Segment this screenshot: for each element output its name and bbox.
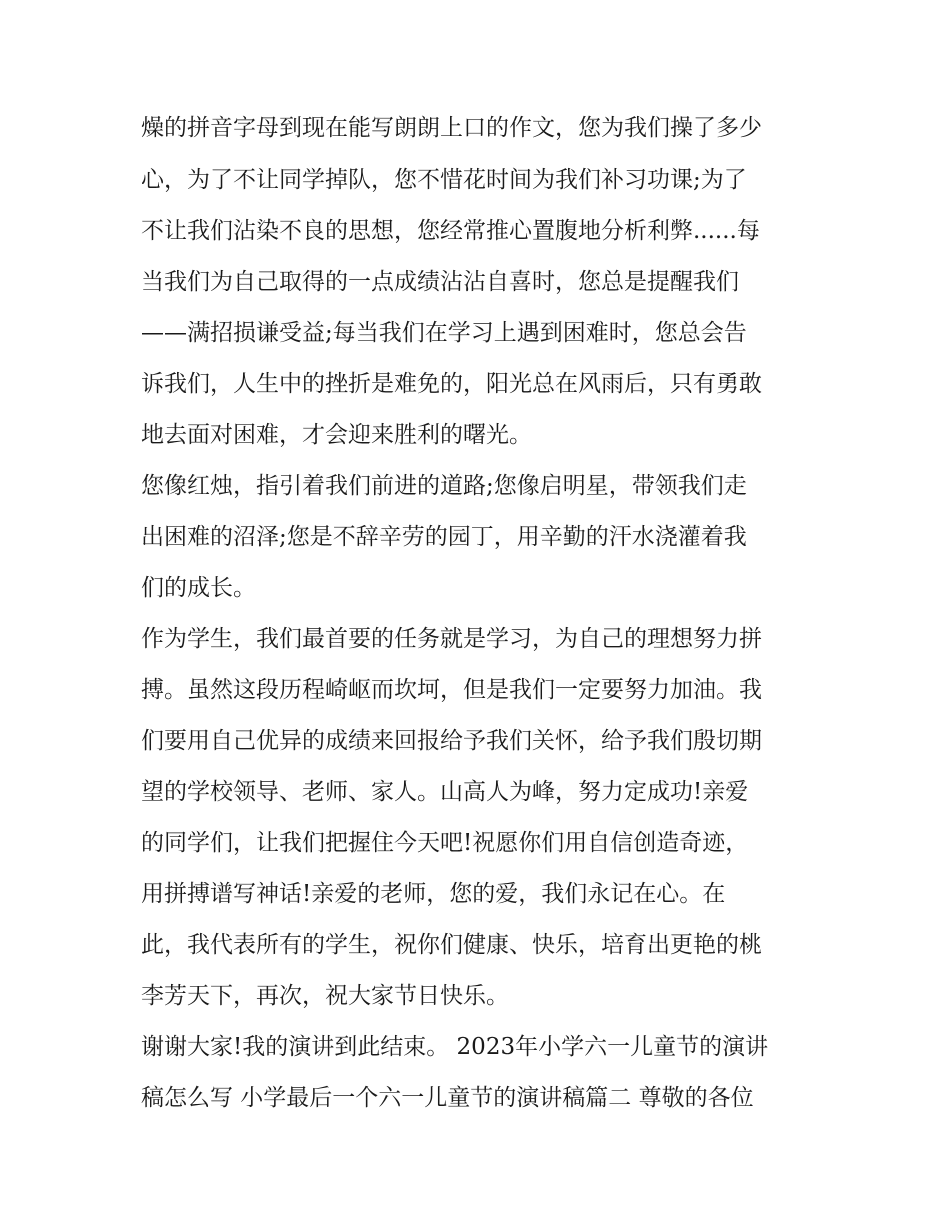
text-line: 当我们为自己取得的一点成绩沾沾自喜时，您总是提醒我们 (141, 269, 739, 295)
text-line: 望的学校领导、老师、家人。山高人为峰，努力定成功!亲爱 (141, 779, 749, 805)
text-line: 的同学们，让我们把握住今天吧!祝愿你们用自信创造奇迹， (141, 830, 749, 856)
text-line: 稿怎么写 小学最后一个六一儿童节的演讲稿篇二 尊敬的各位 (141, 1085, 754, 1111)
text-line: 搏。虽然这段历程崎岖而坎坷，但是我们一定要努力加油。我 (141, 677, 762, 703)
text-line: 谢谢大家!我的演讲到此结束。 2023年小学六一儿童节的演讲 (141, 1034, 769, 1060)
text-line: 不让我们沾染不良的思想，您经常推心置腹地分析利弊......每 (141, 218, 760, 244)
text-line: 此，我代表所有的学生，祝你们健康、快乐，培育出更艳的桃 (141, 932, 762, 958)
text-line: 们要用自己优异的成绩来回报给予我们关怀，给予我们殷切期 (141, 728, 762, 754)
text-line: 诉我们，人生中的挫折是难免的，阳光总在风雨后，只有勇敢 (141, 371, 762, 397)
text-line: 心，为了不让同学掉队，您不惜花时间为我们补习功课;为了 (141, 167, 747, 193)
text-line: 燥的拼音字母到现在能写朗朗上口的作文，您为我们操了多少 (141, 115, 762, 141)
text-line: 李芳天下，再次，祝大家节日快乐。 (141, 983, 509, 1009)
text-line: 出困难的沼泽;您是不辞辛劳的园丁，用辛勤的汗水浇灌着我 (141, 524, 747, 550)
text-line: 们的成长。 (141, 575, 256, 601)
text-line: 您像红烛，指引着我们前进的道路;您像启明星，带领我们走 (141, 473, 747, 499)
text-line: ——满招损谦受益;每当我们在学习上遇到困难时，您总会告 (141, 320, 747, 346)
text-line: 作为学生，我们最首要的任务就是学习，为自己的理想努力拼 (141, 626, 762, 652)
text-line: 用拼搏谱写神话!亲爱的老师，您的爱，我们永记在心。在 (141, 881, 726, 907)
text-line: 地去面对困难，才会迎来胜利的曙光。 (141, 422, 532, 448)
